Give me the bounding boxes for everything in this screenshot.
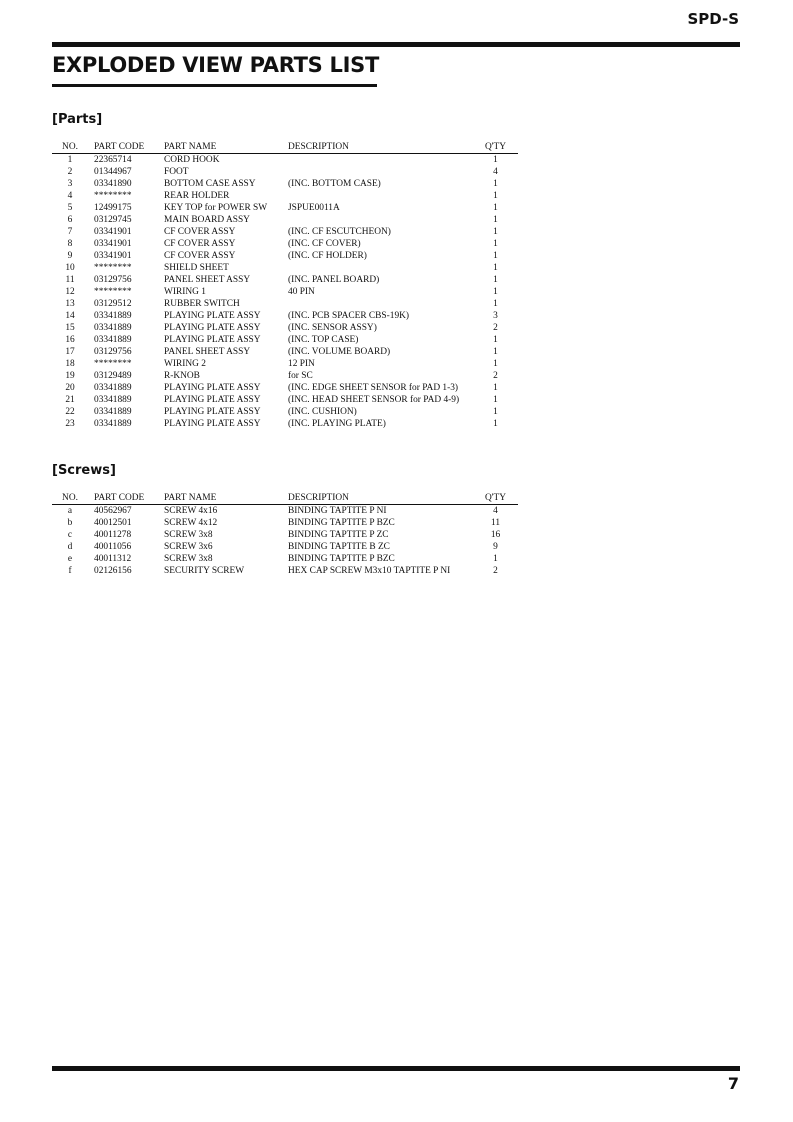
cell-part-name: CORD HOOK (164, 155, 220, 165)
cell-description: (INC. PCB SPACER CBS-19K) (288, 311, 410, 321)
cell-part-name: PANEL SHEET ASSY (164, 347, 251, 357)
cell-part-name: MAIN BOARD ASSY (164, 215, 250, 225)
table-row (52, 262, 518, 274)
cell-part-code: ******** (94, 191, 132, 201)
cell-part-code: 40011278 (94, 530, 132, 540)
cell-description: HEX CAP SCREW M3x10 TAPTITE P NI (288, 566, 451, 576)
cell-part-name: PLAYING PLATE ASSY (164, 395, 261, 405)
cell-part-name: SCREW 4x12 (164, 518, 218, 528)
cell-part-code: 03341890 (94, 179, 132, 189)
cell-description: (INC. CF COVER) (288, 239, 361, 249)
cell-description: BINDING TAPTITE P NI (288, 506, 387, 516)
cell-part-name: CF COVER ASSY (164, 239, 236, 249)
parts-table (52, 141, 518, 430)
cell-no: 23 (65, 419, 75, 429)
cell-description (288, 214, 473, 226)
cell-description (288, 190, 473, 202)
cell-description: (INC. CF HOLDER) (288, 251, 367, 261)
cell-qty: 1 (493, 383, 498, 393)
cell-part-name: KEY TOP for POWER SW (164, 203, 268, 213)
cell-part-code: 40011312 (94, 554, 132, 564)
cell-no: 10 (65, 263, 75, 273)
parts-section-title: [Parts] (52, 112, 103, 127)
table-row (52, 334, 518, 346)
cell-description: 40 PIN (288, 287, 315, 297)
cell-qty: 1 (493, 155, 498, 165)
col-no-header: NO. (52, 141, 88, 154)
cell-qty: 16 (490, 530, 501, 540)
table-row (52, 565, 518, 577)
header-rule (52, 42, 740, 47)
table-row (52, 541, 518, 553)
cell-part-code: 01344967 (94, 167, 132, 177)
cell-no: 17 (65, 347, 75, 357)
cell-qty: 2 (493, 566, 498, 576)
cell-part-name: PLAYING PLATE ASSY (164, 323, 261, 333)
cell-qty: 1 (493, 347, 498, 357)
table-row (52, 529, 518, 541)
col-code-header: PART CODE (88, 141, 164, 154)
cell-part-code: 03341889 (94, 383, 132, 393)
cell-part-name: FOOT (164, 167, 189, 177)
cell-no: 16 (65, 335, 75, 345)
cell-no: 9 (67, 251, 73, 261)
cell-part-name: SECURITY SCREW (164, 566, 245, 576)
col-desc-header: DESCRIPTION (288, 141, 473, 154)
cell-no: 14 (65, 311, 75, 321)
cell-no: 4 (67, 191, 73, 201)
cell-description: BINDING TAPTITE P BZC (288, 554, 395, 564)
model-name: SPD-S (687, 10, 739, 28)
cell-description: (INC. PANEL BOARD) (288, 275, 380, 285)
table-row (52, 202, 518, 214)
cell-qty: 2 (493, 323, 498, 333)
screws-header-row (52, 492, 518, 505)
cell-qty: 1 (493, 263, 498, 273)
cell-part-name: PLAYING PLATE ASSY (164, 335, 261, 345)
cell-part-code: ******** (94, 263, 132, 273)
cell-qty: 4 (493, 167, 498, 177)
cell-part-code: 03129745 (94, 215, 132, 225)
cell-qty: 1 (493, 359, 498, 369)
cell-part-code: 03341901 (94, 251, 132, 261)
table-row (52, 166, 518, 178)
cell-no: 8 (67, 239, 73, 249)
table-row (52, 178, 518, 190)
cell-description: BINDING TAPTITE P BZC (288, 518, 395, 528)
cell-no: e (67, 554, 73, 564)
cell-part-code: 02126156 (94, 566, 132, 576)
table-row (52, 274, 518, 286)
cell-part-name: WIRING 2 (164, 359, 206, 369)
table-row (52, 517, 518, 529)
cell-description: (INC. PLAYING PLATE) (288, 419, 386, 429)
cell-qty: 1 (493, 215, 498, 225)
cell-part-name: PLAYING PLATE ASSY (164, 407, 261, 417)
cell-no: d (67, 542, 73, 552)
cell-description (288, 298, 473, 310)
cell-part-name: R-KNOB (164, 371, 200, 381)
cell-part-code: 03129512 (94, 299, 132, 309)
cell-part-name: SCREW 3x6 (164, 542, 213, 552)
cell-description: (INC. BOTTOM CASE) (288, 179, 381, 189)
cell-description: BINDING TAPTITE P ZC (288, 530, 389, 540)
cell-part-name: PLAYING PLATE ASSY (164, 419, 261, 429)
cell-part-code: 03341889 (94, 407, 132, 417)
cell-no: 18 (65, 359, 75, 369)
cell-part-name: SHIELD SHEET (164, 263, 229, 273)
cell-part-name: PANEL SHEET ASSY (164, 275, 251, 285)
cell-part-code: 03129756 (94, 275, 132, 285)
cell-no: 5 (67, 203, 73, 213)
cell-qty: 1 (493, 239, 498, 249)
table-row (52, 226, 518, 238)
cell-qty: 1 (493, 179, 498, 189)
cell-qty: 1 (493, 203, 498, 213)
cell-part-code: 03341889 (94, 419, 132, 429)
cell-part-name: RUBBER SWITCH (164, 299, 240, 309)
cell-part-code: 40011056 (94, 542, 132, 552)
cell-part-name: BOTTOM CASE ASSY (164, 179, 256, 189)
cell-description: (INC. CF ESCUTCHEON) (288, 227, 391, 237)
cell-no: 7 (67, 227, 73, 237)
cell-description (288, 166, 473, 178)
table-row (52, 505, 518, 518)
cell-qty: 1 (493, 287, 498, 297)
cell-qty: 1 (493, 299, 498, 309)
cell-qty: 1 (493, 395, 498, 405)
cell-qty: 1 (493, 419, 498, 429)
table-row (52, 250, 518, 262)
cell-part-name: PLAYING PLATE ASSY (164, 383, 261, 393)
table-row (52, 298, 518, 310)
cell-no: 15 (65, 323, 75, 333)
table-row (52, 394, 518, 406)
cell-description: BINDING TAPTITE B ZC (288, 542, 390, 552)
table-row (52, 322, 518, 334)
title-underline (52, 84, 377, 87)
cell-qty: 3 (493, 311, 498, 321)
cell-description: (INC. CUSHION) (288, 407, 357, 417)
table-row (52, 358, 518, 370)
cell-qty: 1 (493, 191, 498, 201)
cell-qty: 1 (493, 554, 498, 564)
page-number: 7 (727, 1074, 739, 1093)
cell-part-code: 03129756 (94, 347, 132, 357)
cell-qty: 1 (493, 227, 498, 237)
cell-part-name: PLAYING PLATE ASSY (164, 311, 261, 321)
cell-no: 20 (65, 383, 75, 393)
table-row (52, 370, 518, 382)
table-row (52, 214, 518, 226)
table-row (52, 238, 518, 250)
table-row (52, 310, 518, 322)
col-qty-header: Q'TY (473, 141, 518, 154)
cell-no: 22 (65, 407, 75, 417)
cell-qty: 1 (493, 335, 498, 345)
cell-part-code: 03129489 (94, 371, 132, 381)
cell-description: (INC. TOP CASE) (288, 335, 359, 345)
screws-section-title: [Screws] (52, 463, 116, 478)
table-row (52, 154, 518, 167)
cell-description: (INC. VOLUME BOARD) (288, 347, 391, 357)
table-row (52, 418, 518, 430)
cell-part-name: CF COVER ASSY (164, 251, 236, 261)
cell-part-code: ******** (94, 287, 132, 297)
cell-qty: 1 (493, 275, 498, 285)
cell-part-code: 40562967 (94, 506, 132, 516)
table-row (52, 286, 518, 298)
cell-part-name: CF COVER ASSY (164, 227, 236, 237)
cell-description: (INC. SENSOR ASSY) (288, 323, 377, 333)
cell-part-code: 03341889 (94, 311, 132, 321)
cell-part-code: 40012501 (94, 518, 132, 528)
cell-qty: 9 (493, 542, 498, 552)
cell-no: 19 (65, 371, 75, 381)
table-row (52, 406, 518, 418)
table-row (52, 553, 518, 565)
screws-table-body (52, 505, 518, 578)
cell-part-code: 03341889 (94, 335, 132, 345)
cell-no: 3 (67, 179, 73, 189)
col-name-header: PART NAME (164, 492, 288, 505)
cell-description: (INC. HEAD SHEET SENSOR for PAD 4-9) (288, 395, 460, 405)
cell-qty: 11 (490, 518, 501, 528)
cell-no: 12 (65, 287, 75, 297)
cell-part-code: 22365714 (94, 155, 132, 165)
cell-no: c (67, 530, 73, 540)
cell-part-name: SCREW 4x16 (164, 506, 218, 516)
cell-part-name: SCREW 3x8 (164, 530, 213, 540)
cell-part-code: 03341901 (94, 227, 132, 237)
cell-no: 6 (67, 215, 73, 225)
cell-description (288, 262, 473, 274)
table-row (52, 382, 518, 394)
cell-description (288, 154, 473, 167)
cell-no: 1 (67, 155, 73, 165)
cell-part-name: REAR HOLDER (164, 191, 230, 201)
cell-part-name: SCREW 3x8 (164, 554, 213, 564)
cell-no: b (67, 518, 73, 528)
cell-part-code: 12499175 (94, 203, 132, 213)
parts-header-row (52, 141, 518, 154)
col-desc-header: DESCRIPTION (288, 492, 473, 505)
footer-rule (52, 1066, 740, 1071)
cell-part-name: WIRING 1 (164, 287, 206, 297)
cell-description: for SC (288, 371, 313, 381)
parts-table-body (52, 154, 518, 431)
cell-qty: 4 (493, 506, 498, 516)
cell-description: JSPUE0011A (288, 203, 340, 213)
cell-part-code: 03341889 (94, 323, 132, 333)
col-name-header: PART NAME (164, 141, 288, 154)
cell-no: 11 (65, 275, 75, 285)
cell-qty: 1 (493, 407, 498, 417)
cell-no: a (67, 506, 73, 516)
cell-description: (INC. EDGE SHEET SENSOR for PAD 1-3) (288, 383, 459, 393)
col-code-header: PART CODE (88, 492, 164, 505)
col-qty-header: Q'TY (473, 492, 518, 505)
cell-part-code: 03341889 (94, 395, 132, 405)
col-no-header: NO. (52, 492, 88, 505)
table-row (52, 190, 518, 202)
cell-part-code: ******** (94, 359, 132, 369)
screws-table (52, 492, 518, 577)
cell-no: f (68, 566, 72, 576)
page-title: EXPLODED VIEW PARTS LIST (52, 53, 379, 77)
cell-qty: 1 (493, 251, 498, 261)
cell-part-code: 03341901 (94, 239, 132, 249)
cell-no: 2 (67, 167, 73, 177)
cell-no: 21 (65, 395, 75, 405)
cell-qty: 2 (493, 371, 498, 381)
cell-no: 13 (65, 299, 75, 309)
cell-description: 12 PIN (288, 359, 315, 369)
table-row (52, 346, 518, 358)
